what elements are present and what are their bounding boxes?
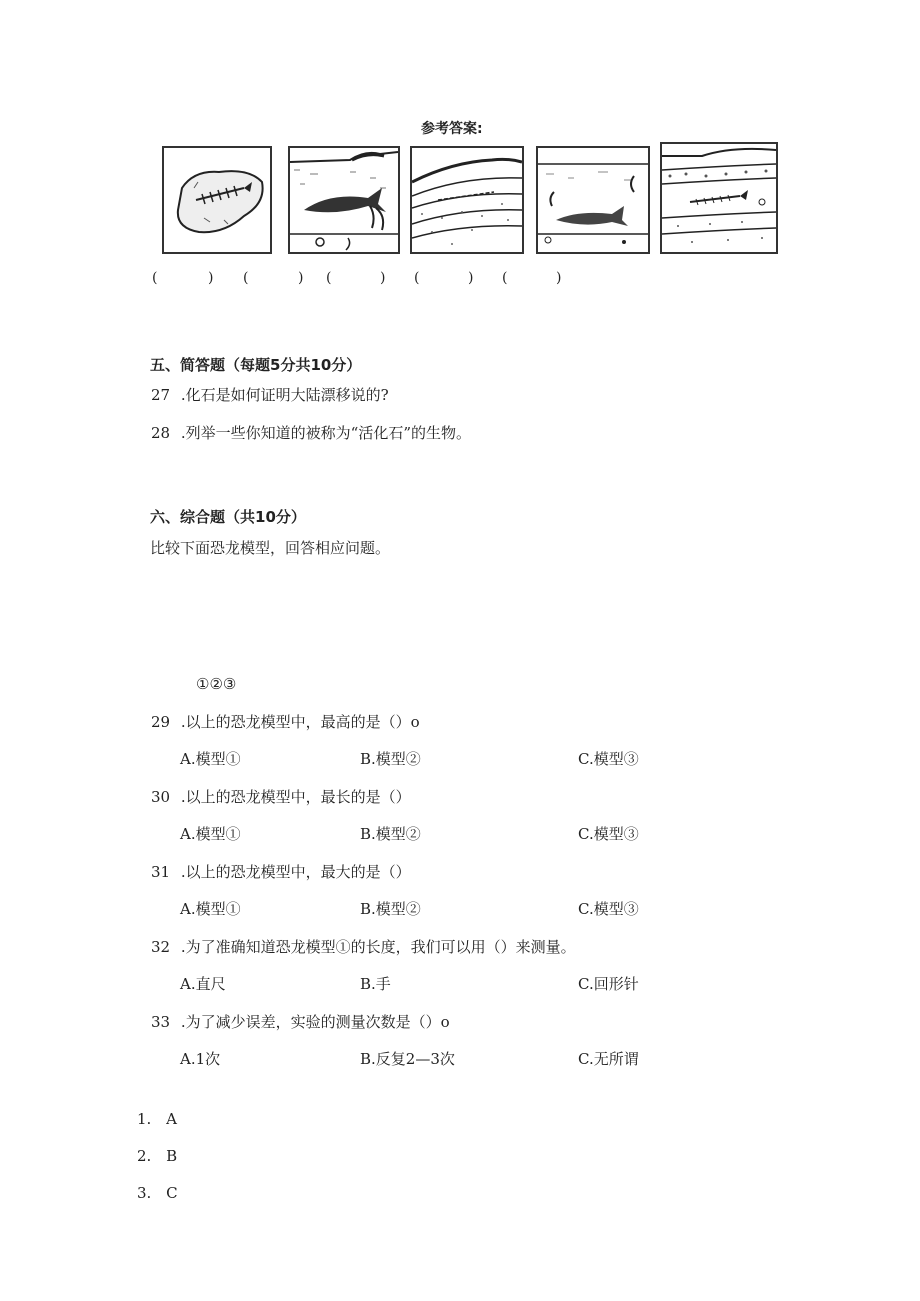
answer-1 (137, 1110, 177, 1128)
question-text: .以上的恐龙模型中，最高的是（）o (180, 713, 420, 731)
question-28 (151, 422, 471, 443)
question-number: 33 (151, 1013, 171, 1031)
question-number: 29 (151, 713, 171, 731)
answer-3 (137, 1184, 178, 1202)
q31-option-b[interactable]: B.模型② (360, 900, 421, 918)
question-29 (151, 711, 420, 732)
fish-fossil-strata-icon (662, 144, 776, 252)
question-number: 31 (151, 863, 171, 881)
q33-option-b[interactable]: B.反复2—3次 (360, 1050, 455, 1068)
q30-option-c[interactable]: C.模型③ (578, 825, 639, 843)
panel-dead-fish (536, 146, 650, 254)
answer-2 (137, 1147, 177, 1165)
q30-option-a[interactable]: A.模型① (180, 825, 241, 843)
paren-open-4: ( (414, 270, 420, 286)
fossil-rock-icon (164, 148, 270, 252)
panel-swimming-fish (288, 146, 400, 254)
q31-option-a[interactable]: A.模型① (180, 900, 241, 918)
question-text: .列举一些你知道的被称为“活化石”的生物。 (180, 424, 471, 442)
buried-fish-layer-icon (412, 148, 522, 252)
question-text: .以上的恐龙模型中，最长的是（） (180, 788, 411, 806)
question-text: .化石是如何证明大陆漂移说的? (180, 386, 389, 404)
q33-option-a[interactable]: A.1次 (180, 1050, 221, 1068)
answer-title: 参考答案: (421, 121, 483, 137)
q33-option-c[interactable]: C.无所谓 (578, 1050, 639, 1068)
question-27 (151, 384, 389, 405)
answer-value: A (166, 1110, 177, 1128)
question-32 (151, 936, 576, 957)
question-number: 30 (151, 788, 171, 806)
swimming-fish-icon (290, 148, 398, 252)
model-labels: ①②③ (196, 675, 237, 693)
question-33 (151, 1011, 450, 1032)
answer-number: 2. (137, 1147, 152, 1165)
paren-close-4: ) (468, 270, 474, 286)
question-text: .为了减少误差，实验的测量次数是（）o (180, 1013, 450, 1031)
question-31 (151, 861, 411, 882)
question-text: .为了准确知道恐龙模型①的长度，我们可以用（）来测量。 (180, 938, 576, 956)
q29-option-a[interactable]: A.模型① (180, 750, 241, 768)
answer-value: C (166, 1184, 178, 1202)
q32-option-c[interactable]: C.回形针 (578, 975, 639, 993)
panel-fish-fossil-strata (660, 142, 778, 254)
section6-intro: 比较下面恐龙模型，回答相应问题。 (150, 539, 391, 557)
answer-number: 3. (137, 1184, 152, 1202)
question-number: 27 (151, 386, 171, 404)
q29-option-c[interactable]: C.模型③ (578, 750, 639, 768)
paren-open-1: ( (152, 270, 158, 286)
question-30 (151, 786, 411, 807)
paren-close-3: ) (380, 270, 386, 286)
q30-option-b[interactable]: B.模型② (360, 825, 421, 843)
paren-close-1: ) (208, 270, 214, 286)
section5-heading: 五、简答题（每题5分共10分） (150, 356, 362, 374)
paren-open-3: ( (326, 270, 332, 286)
panel-fossil-rock (162, 146, 272, 254)
answer-number: 1. (137, 1110, 152, 1128)
q32-option-b[interactable]: B.手 (360, 975, 391, 993)
question-number: 28 (151, 424, 171, 442)
paren-open-5: ( (502, 270, 508, 286)
q29-option-b[interactable]: B.模型② (360, 750, 421, 768)
paren-close-5: ) (556, 270, 562, 286)
answer-value: B (166, 1147, 178, 1165)
section6-heading: 六、综合题（共10分） (150, 508, 306, 526)
dead-fish-seafloor-icon (538, 148, 648, 252)
q32-option-a[interactable]: A.直尺 (180, 975, 226, 993)
paren-open-2: ( (243, 270, 249, 286)
q31-option-c[interactable]: C.模型③ (578, 900, 639, 918)
question-text: .以上的恐龙模型中，最大的是（） (180, 863, 411, 881)
question-number: 32 (151, 938, 171, 956)
panel-buried-fish (410, 146, 524, 254)
paren-close-2: ) (298, 270, 304, 286)
